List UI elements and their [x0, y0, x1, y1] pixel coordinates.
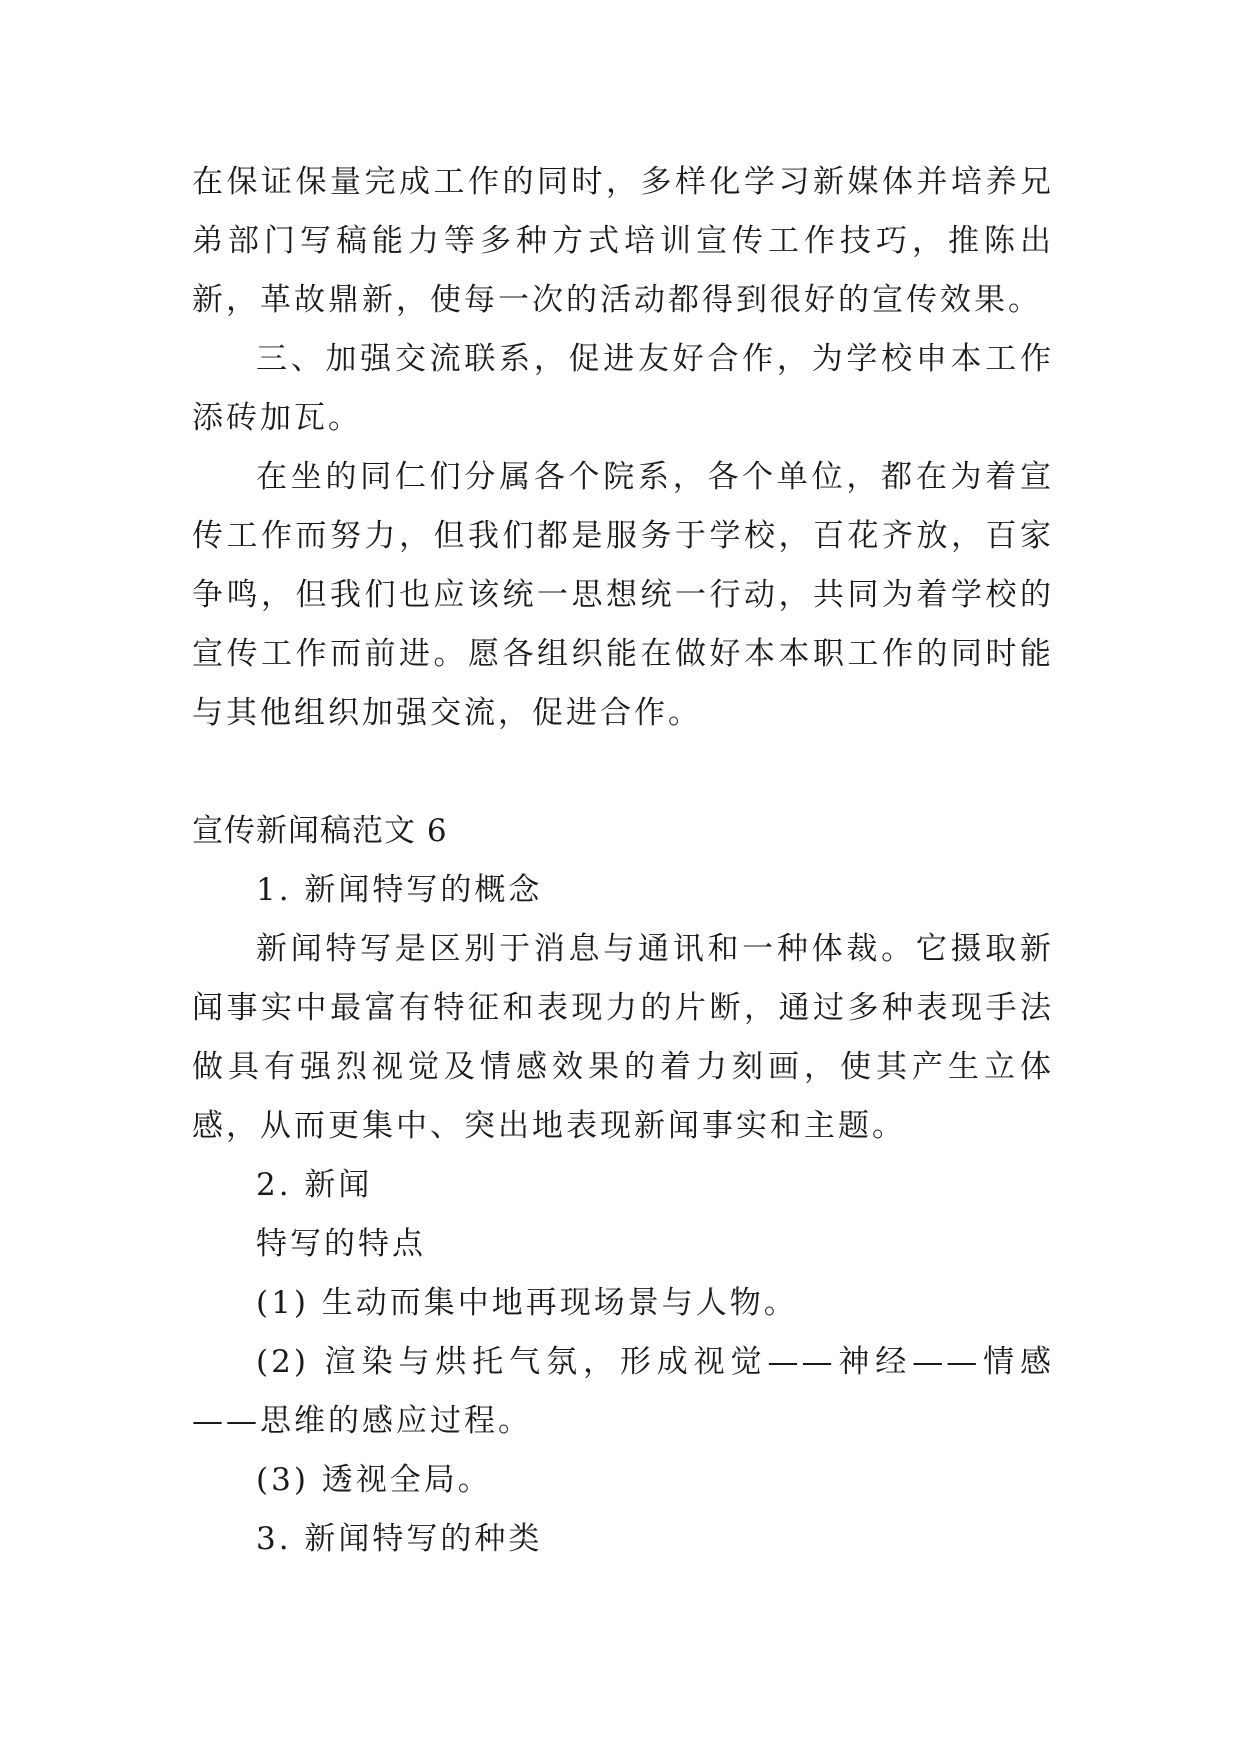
document-body: [192, 153, 1054, 1569]
section-title: 宣传新闻稿范文 6: [192, 813, 448, 849]
paragraph: 在保证保量完成工作的同时，多样化学习新媒体并培养兄弟部门写稿能力等多种方式培训宣传工作技巧，推陈出新，革故鼎新，使每一次的活动都得到很好的宣传效果。: [192, 164, 1054, 318]
paragraph: 新闻特写是区别于消息与通讯和一种体裁。它摄取新闻事实中最富有特征和表现力的片断，通过多种表现手法做具有强烈视觉及情感效果的着力刻画，使其产生立体感，从而更集中、突出地表现新闻事实和主题。: [192, 931, 1054, 1144]
list-heading-types: 3. 新闻特写的种类: [256, 1521, 543, 1557]
list-item: (3) 透视全局。: [256, 1462, 492, 1498]
paragraph: 在坐的同仁们分属各个院系，各个单位，都在为着宣传工作而努力，但我们都是服务于学校，百花齐放，百家争鸣，但我们也应该统一思想统一行动，共同为着学校的宣传工作而前进。愿各组织能在做好本本职工作的同时能与其他组织加强交流，促进合作。: [192, 459, 1054, 731]
list-item: (1) 生动而集中地再现场景与人物。: [256, 1285, 798, 1321]
list-item: (2) 渲染与烘托气氛，形成视觉——神经——情感——思维的感应过程。: [192, 1344, 1054, 1439]
list-heading-concept: 1. 新闻特写的概念: [256, 872, 543, 908]
list-heading-features-part2: 特写的特点: [256, 1226, 426, 1262]
heading-strengthen-exchange: 三、加强交流联系，促进友好合作，为学校申本工作添砖加瓦。: [192, 341, 1054, 436]
list-heading-features-part1: 2. 新闻: [256, 1167, 373, 1203]
